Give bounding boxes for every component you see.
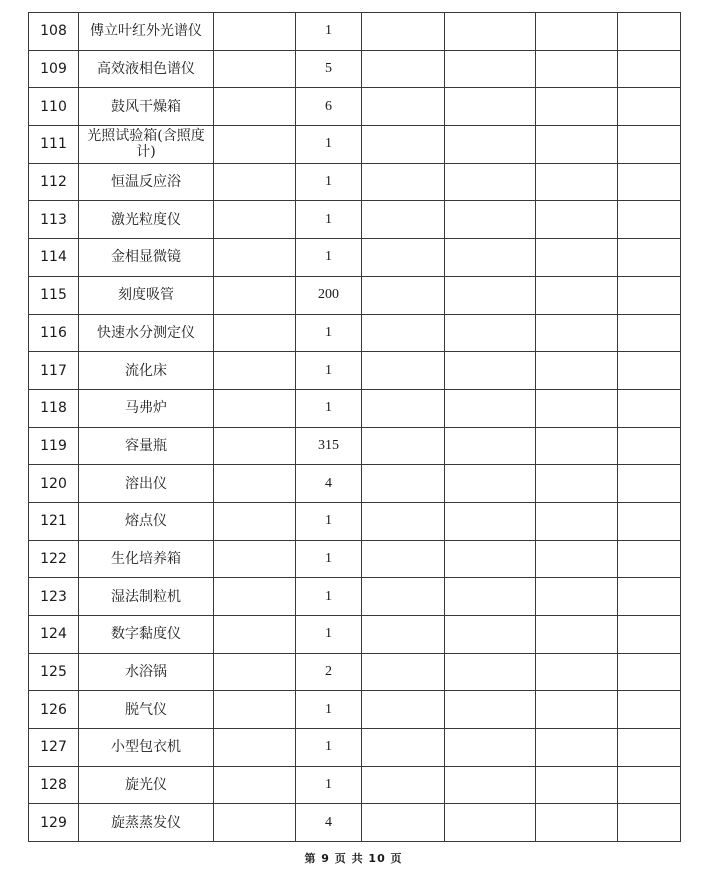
quantity: 315 [296,427,362,465]
equipment-name: 湿法制粒机 [79,578,214,616]
empty-cell [618,804,681,842]
equipment-name: 水浴锅 [79,653,214,691]
quantity: 1 [296,691,362,729]
row-number: 113 [29,201,79,239]
row-number: 117 [29,352,79,390]
equipment-name: 快速水分测定仪 [79,314,214,352]
empty-cell [618,389,681,427]
equipment-name: 容量瓶 [79,427,214,465]
empty-cell [362,465,445,503]
spec-cell [214,201,296,239]
quantity: 1 [296,314,362,352]
empty-cell [445,540,536,578]
empty-cell [445,427,536,465]
empty-cell [445,616,536,654]
spec-cell [214,126,296,164]
quantity: 1 [296,578,362,616]
table-row [29,653,681,691]
empty-cell [618,126,681,164]
equipment-name: 鼓风干燥箱 [79,88,214,126]
row-number: 108 [29,13,79,51]
empty-cell [536,502,618,540]
table-row [29,389,681,427]
empty-cell [445,239,536,277]
equipment-name: 流化床 [79,352,214,390]
equipment-name: 金相显微镜 [79,239,214,277]
empty-cell [362,88,445,126]
empty-cell [618,616,681,654]
equipment-name: 马弗炉 [79,389,214,427]
empty-cell [445,729,536,767]
spec-cell [214,465,296,503]
row-number: 125 [29,653,79,691]
empty-cell [536,314,618,352]
quantity: 5 [296,50,362,88]
quantity: 1 [296,389,362,427]
empty-cell [536,465,618,503]
row-number: 122 [29,540,79,578]
table-row [29,616,681,654]
empty-cell [445,276,536,314]
table-row [29,766,681,804]
empty-cell [618,13,681,51]
empty-cell [618,578,681,616]
table-row [29,276,681,314]
empty-cell [618,729,681,767]
quantity: 1 [296,502,362,540]
table-row [29,578,681,616]
empty-cell [445,389,536,427]
empty-cell [536,88,618,126]
empty-cell [445,766,536,804]
empty-cell [536,427,618,465]
row-number: 120 [29,465,79,503]
table-row [29,352,681,390]
empty-cell [362,729,445,767]
equipment-table [28,12,681,842]
quantity: 1 [296,352,362,390]
spec-cell [214,163,296,201]
empty-cell [362,389,445,427]
table-row [29,465,681,503]
empty-cell [618,427,681,465]
quantity: 1 [296,201,362,239]
empty-cell [536,766,618,804]
empty-cell [618,276,681,314]
empty-cell [445,88,536,126]
empty-cell [362,502,445,540]
quantity: 1 [296,163,362,201]
empty-cell [445,201,536,239]
empty-cell [445,352,536,390]
empty-cell [445,50,536,88]
spec-cell [214,653,296,691]
empty-cell [362,352,445,390]
row-number: 126 [29,691,79,729]
table-row [29,239,681,277]
spec-cell [214,729,296,767]
equipment-name: 激光粒度仪 [79,201,214,239]
empty-cell [445,163,536,201]
empty-cell [618,691,681,729]
table-row [29,201,681,239]
empty-cell [362,201,445,239]
table-row [29,88,681,126]
empty-cell [362,13,445,51]
spec-cell [214,766,296,804]
spec-cell [214,314,296,352]
equipment-name: 溶出仪 [79,465,214,503]
equipment-name: 小型包衣机 [79,729,214,767]
empty-cell [536,13,618,51]
empty-cell [536,239,618,277]
empty-cell [362,126,445,164]
table-row [29,13,681,51]
empty-cell [536,201,618,239]
table-row [29,50,681,88]
row-number: 110 [29,88,79,126]
empty-cell [362,616,445,654]
row-number: 115 [29,276,79,314]
spec-cell [214,616,296,654]
quantity: 6 [296,88,362,126]
empty-cell [362,314,445,352]
spec-cell [214,578,296,616]
empty-cell [445,314,536,352]
empty-cell [445,465,536,503]
row-number: 123 [29,578,79,616]
empty-cell [618,766,681,804]
equipment-name: 傅立叶红外光谱仪 [79,13,214,51]
spec-cell [214,88,296,126]
empty-cell [445,691,536,729]
empty-cell [362,578,445,616]
equipment-name: 刻度吸管 [79,276,214,314]
empty-cell [445,502,536,540]
table-row [29,126,681,164]
empty-cell [536,691,618,729]
row-number: 114 [29,239,79,277]
quantity: 1 [296,729,362,767]
empty-cell [618,239,681,277]
row-number: 109 [29,50,79,88]
spec-cell [214,502,296,540]
spec-cell [214,804,296,842]
equipment-name: 数字黏度仪 [79,616,214,654]
empty-cell [536,389,618,427]
equipment-name: 恒温反应浴 [79,163,214,201]
spec-cell [214,50,296,88]
empty-cell [618,163,681,201]
empty-cell [618,352,681,390]
row-number: 124 [29,616,79,654]
empty-cell [536,616,618,654]
empty-cell [362,50,445,88]
empty-cell [618,502,681,540]
quantity: 1 [296,126,362,164]
empty-cell [445,13,536,51]
empty-cell [445,126,536,164]
table-row [29,804,681,842]
empty-cell [536,126,618,164]
empty-cell [618,465,681,503]
empty-cell [536,540,618,578]
empty-cell [618,50,681,88]
quantity: 1 [296,540,362,578]
equipment-name: 光照试验箱(含照度计) [79,126,214,164]
empty-cell [536,163,618,201]
page-number-footer: 第 9 页 共 10 页 [304,852,403,865]
empty-cell [618,88,681,126]
empty-cell [445,578,536,616]
empty-cell [362,239,445,277]
equipment-name: 熔点仪 [79,502,214,540]
row-number: 111 [29,126,79,164]
quantity: 200 [296,276,362,314]
empty-cell [362,427,445,465]
spec-cell [214,276,296,314]
empty-cell [536,352,618,390]
table-row [29,314,681,352]
equipment-name: 生化培养箱 [79,540,214,578]
equipment-name: 旋蒸蒸发仪 [79,804,214,842]
row-number: 116 [29,314,79,352]
table-row [29,729,681,767]
table-row [29,540,681,578]
table-row [29,163,681,201]
spec-cell [214,427,296,465]
quantity: 4 [296,804,362,842]
spec-cell [214,389,296,427]
empty-cell [445,804,536,842]
empty-cell [536,804,618,842]
quantity: 1 [296,616,362,654]
empty-cell [536,729,618,767]
empty-cell [536,50,618,88]
row-number: 121 [29,502,79,540]
equipment-name: 旋光仪 [79,766,214,804]
empty-cell [618,314,681,352]
quantity: 1 [296,766,362,804]
empty-cell [618,653,681,691]
empty-cell [362,540,445,578]
equipment-name: 高效液相色谱仪 [79,50,214,88]
row-number: 118 [29,389,79,427]
quantity: 4 [296,465,362,503]
empty-cell [618,201,681,239]
row-number: 129 [29,804,79,842]
table-row [29,427,681,465]
table-row [29,691,681,729]
spec-cell [214,540,296,578]
empty-cell [362,653,445,691]
empty-cell [536,653,618,691]
spec-cell [214,13,296,51]
row-number: 128 [29,766,79,804]
empty-cell [445,653,536,691]
quantity: 1 [296,13,362,51]
empty-cell [536,578,618,616]
empty-cell [362,163,445,201]
empty-cell [362,691,445,729]
empty-cell [362,276,445,314]
row-number: 119 [29,427,79,465]
empty-cell [536,276,618,314]
quantity: 2 [296,653,362,691]
spec-cell [214,691,296,729]
empty-cell [362,804,445,842]
row-number: 127 [29,729,79,767]
spec-cell [214,352,296,390]
empty-cell [618,540,681,578]
quantity: 1 [296,239,362,277]
equipment-name: 脱气仪 [79,691,214,729]
table-row [29,502,681,540]
row-number: 112 [29,163,79,201]
empty-cell [362,766,445,804]
spec-cell [214,239,296,277]
